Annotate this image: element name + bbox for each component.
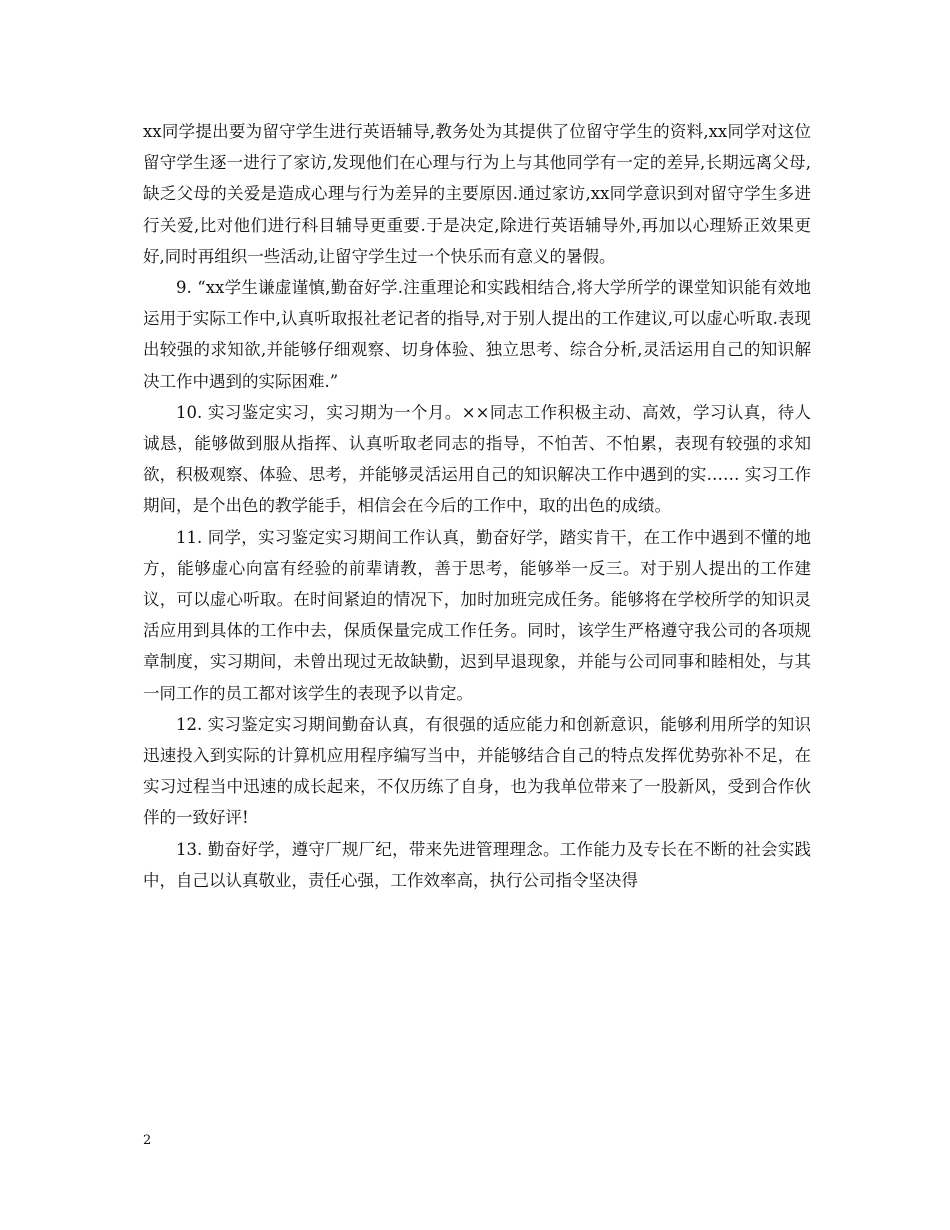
- paragraph-continuation: xx同学提出要为留守学生进行英语辅导,教务处为其提供了位留守学生的资料,xx同学对这位留守学生逐一进行了家访,发现他们在心理与行为上与其他同学有一定的差异,长期远离父母,缺乏父母的关爱是造成心理与行为差异的主要原因.通过家访,xx同学意识到对留守学生多进行关爱,比对他们进行科目辅导更重要.于是决定,除进行英语辅导外,再加以心理矫正效果更好,同时再组织一些活动,让留守学生过一个快乐而有意义的暑假。: [143, 122, 811, 266]
- page-number: 2: [143, 1133, 152, 1148]
- paragraph-item-13: 13. 勤奋好学，遵守厂规厂纪，带来先进管理理念。工作能力及专长在不断的社会实践中，自己以认真敬业，责任心强，工作效率高，执行公司指令坚决得: [143, 839, 811, 890]
- paragraph-item-11: 11. 同学，实习鉴定实习期间工作认真，勤奋好学，踏实肯干，在工作中遇到不懂的地方，能够虚心向富有经验的前辈请教，善于思考，能够举一反三。对于别人提出的工作建议，可以虚心听取。在时间紧迫的情况下，加时加班完成任务。能够将在学校所学的知识灵活应用到具体的工作中去，保质保量完成工作任务。同时，该学生严格遵守我公司的各项规章制度，实习期间，未曾出现过无故缺勤，迟到早退现象，并能与公司同事和睦相处，与其一同工作的员工都对该学生的表现予以肯定。: [143, 527, 811, 703]
- paragraph-item-9: 9. “xx学生谦虚谨慎,勤奋好学.注重理论和实践相结合,将大学所学的课堂知识能有效地运用于实际工作中,认真听取报社老记者的指导,对于别人提出的工作建议,可以虚心听取.表现出较强的求知欲,并能够仔细观察、切身体验、独立思考、综合分析,灵活运用自己的知识解决工作中遇到的实际困难.”: [143, 278, 811, 391]
- document-body: [143, 116, 811, 896]
- paragraph-item-10: 10. 实习鉴定实习，实习期为一个月。××同志工作积极主动、高效，学习认真，待人诚恳，能够做到服从指挥、认真听取老同志的指导，不怕苦、不怕累，表现有较强的求知欲，积极观察、体验、思考，并能够灵活运用自己的知识解决工作中遇到的实…… 实习工作期间，是个出色的教学能手，相信会在今后的工作中，取的出色的成绩。: [143, 402, 811, 516]
- paragraph-item-12: 12. 实习鉴定实习期间勤奋认真，有很强的适应能力和创新意识，能够利用所学的知识迅速投入到实际的计算机应用程序编写当中，并能够结合自己的特点发挥优势弥补不足，在实习过程当中迅速的成长起来，不仅历练了自身，也为我单位带来了一股新风，受到合作伙伴的一致好评!: [143, 714, 811, 828]
